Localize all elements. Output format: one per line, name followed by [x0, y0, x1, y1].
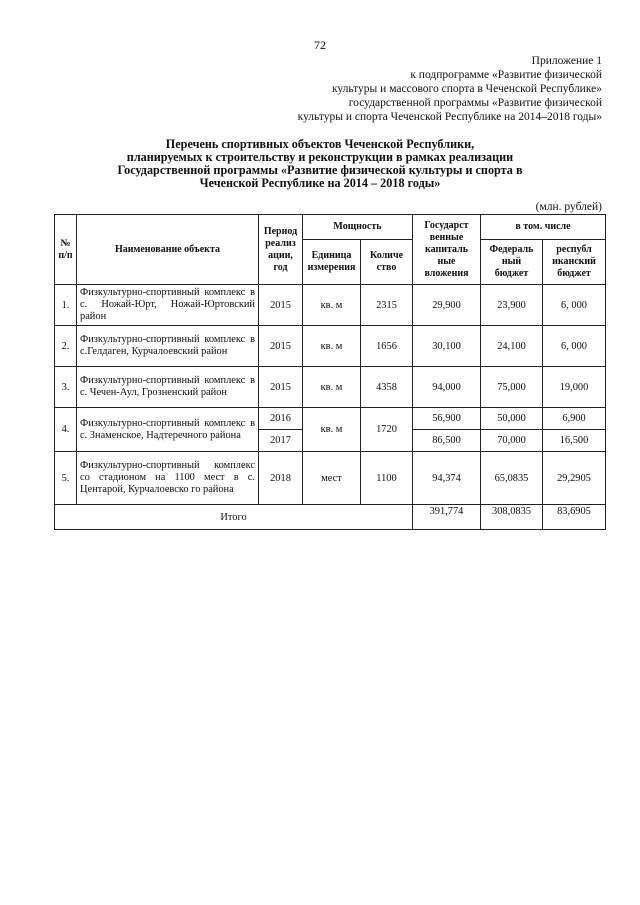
cell-num: 3. — [55, 367, 77, 408]
cell-state: 56,900 — [413, 408, 481, 430]
appendix-line: к подпрограмме «Развитие физической — [410, 69, 602, 81]
header-num: № п/п — [55, 215, 77, 285]
cell-year: 2015 — [259, 285, 303, 326]
cell-republic: 6, 000 — [543, 326, 606, 367]
cell-republic: 19,000 — [543, 367, 606, 408]
document-title — [70, 138, 570, 190]
cell-unit: мест — [303, 452, 361, 505]
cell-qty: 2315 — [361, 285, 413, 326]
title-line: Чеченской Республике на 2014 – 2018 годы» — [199, 176, 441, 190]
page-number: 72 — [314, 38, 326, 52]
cell-year: 2018 — [259, 452, 303, 505]
header-federal: Федераль ный бюджет — [481, 240, 543, 285]
cell-republic: 6, 000 — [543, 285, 606, 326]
unit-note: (млн. рублей) — [535, 201, 602, 213]
cell-qty: 1100 — [361, 452, 413, 505]
cell-num: 4. — [55, 408, 77, 452]
cell-name: Физкультурно-спортивный комплекс в с. Знаменское, Надтеречного района — [77, 408, 259, 452]
total-label: Итого — [55, 505, 413, 530]
header-state-investment: Государст венные капиталь ные вложения — [413, 215, 481, 285]
header-period: Период реализ ации, год — [259, 215, 303, 285]
table-row — [55, 408, 606, 430]
cell-federal: 23,900 — [481, 285, 543, 326]
header-republic: республ иканский бюджет — [543, 240, 606, 285]
cell-num: 2. — [55, 326, 77, 367]
cell-year: 2017 — [259, 430, 303, 452]
cell-state: 94,374 — [413, 452, 481, 505]
cell-federal: 70,000 — [481, 430, 543, 452]
total-federal: 308,0835 — [481, 505, 543, 530]
header-name: Наименование объекта — [77, 215, 259, 285]
cell-state: 86,500 — [413, 430, 481, 452]
cell-federal: 75,000 — [481, 367, 543, 408]
cell-year: 2016 — [259, 408, 303, 430]
cell-state: 29,900 — [413, 285, 481, 326]
cell-name: Физкультурно-спортивный комплекс в с. Чечен-Аул, Грозненский район — [77, 367, 259, 408]
cell-num: 5. — [55, 452, 77, 505]
cell-name: Физкультурно-спортивный комплекс в с.Гелдаген, Курчалоевский район — [77, 326, 259, 367]
cell-name: Физкультурно-спортивный комплекс в с. Ножай-Юрт, Ножай-Юртовский район — [77, 285, 259, 326]
cell-qty: 1656 — [361, 326, 413, 367]
cell-name: Физкультурно-спортивный комплекс со стадионом на 1100 мест в с. Центарой, Курчалоевско го района — [77, 452, 259, 505]
header-quantity: Количе ство — [361, 240, 413, 285]
header-capacity: Мощность — [303, 215, 413, 240]
appendix-header — [298, 54, 602, 124]
cell-state: 94,000 — [413, 367, 481, 408]
cell-unit: кв. м — [303, 326, 361, 367]
cell-federal: 50,000 — [481, 408, 543, 430]
cell-unit: кв. м — [303, 408, 361, 452]
title-line: Государственной программы «Развитие физической культуры и спорта в — [117, 163, 523, 177]
cell-unit: кв. м — [303, 367, 361, 408]
cell-federal: 24,100 — [481, 326, 543, 367]
title-line: Перечень спортивных объектов Чеченской Республики, — [165, 137, 475, 151]
cell-qty: 1720 — [361, 408, 413, 452]
cell-republic: 6,900 — [543, 408, 606, 430]
table-row — [55, 285, 606, 326]
table-row — [55, 367, 606, 408]
objects-table — [54, 214, 606, 530]
table-row — [55, 326, 606, 367]
cell-republic: 29,2905 — [543, 452, 606, 505]
cell-unit: кв. м — [303, 285, 361, 326]
cell-republic: 16,500 — [543, 430, 606, 452]
header-including: в том. числе — [481, 215, 606, 240]
appendix-line: государственной программы «Развитие физической — [348, 97, 602, 109]
cell-qty: 4358 — [361, 367, 413, 408]
total-row — [55, 505, 606, 530]
total-state: 391,774 — [413, 505, 481, 530]
appendix-line: культуры и массового спорта в Чеченской Республике» — [331, 83, 602, 95]
cell-year: 2015 — [259, 326, 303, 367]
cell-year: 2015 — [259, 367, 303, 408]
cell-federal: 65,0835 — [481, 452, 543, 505]
cell-num: 1. — [55, 285, 77, 326]
table-row — [55, 452, 606, 505]
total-republic: 83,6905 — [543, 505, 606, 530]
header-unit: Единица измерения — [303, 240, 361, 285]
appendix-line: Приложение 1 — [531, 55, 602, 67]
appendix-line: культуры и спорта Чеченской Республике на 2014–2018 годы» — [297, 111, 602, 123]
cell-state: 30,100 — [413, 326, 481, 367]
title-line: планируемых к строительству и реконструкции в рамках реализации — [126, 150, 514, 164]
